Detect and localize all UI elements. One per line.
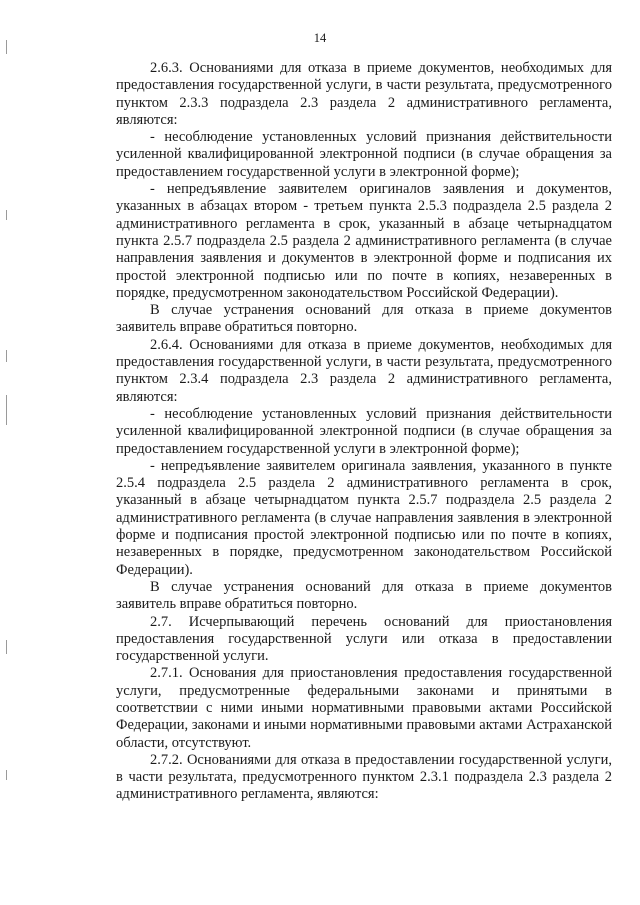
paragraph-reapply-note: В случае устранения оснований для отказа в приеме документов заявитель вправе обратиться повторно.	[116, 578, 612, 613]
scan-edge-marks	[0, 0, 14, 905]
document-body	[116, 60, 612, 804]
list-item-originals-not-presented: - непредъявление заявителем оригиналов заявления и документов, указанных в абзацах втором - третьем пункта 2.5.3 подраздела 2.5 раздела 2 административного регламента в срок, указанный в абзаце четырнадцатом пункта 2.5.7 подраздела 2.5 раздела 2 административного регламента (в случае направления заявления и документов в электронной форме и подписания их простой электронной подписью или по почте в копиях, незаверенных в порядке, предусмотренном законодательством Российской Федерации).	[116, 181, 612, 301]
paragraph-2-6-3: 2.6.3. Основаниями для отказа в приеме документов, необходимых для предоставления государственной услуги, в части результата, предусмотренного пунктом 2.3.3 подраздела 2.3 раздела 2 административного регламента, являются:	[116, 60, 612, 128]
list-item-original-not-presented: - непредъявление заявителем оригинала заявления, указанного в пункте 2.5.4 подраздела 2.5 раздела 2 административного регламента в срок, указанный в абзаце четырнадцатом пункта 2.5.7 подраздела 2.5 раздела 2 административного регламента (в случае направления заявления в электронной форме и подписания простой электронной подписью или по почте в копиях, незаверенных в порядке, предусмотренном законодательством Российской Федерации).	[116, 457, 612, 578]
paragraph-2-7-1: 2.7.1. Основания для приостановления предоставления государственной услуги, предусмотренные федеральными законами и принятыми в соответствии с ними иными нормативными правовыми актами Российской Федерации, законами и иными нормативными правовыми актами Астраханской области, отсутствуют.	[116, 665, 612, 751]
list-item-signature-validity: - несоблюдение установленных условий признания действительности усиленной квалифицированной электронной подписи (в случае обращения за предоставлением государственной услуги в электронной форме);	[116, 405, 612, 457]
page-number: 14	[313, 31, 327, 45]
list-item-signature-validity: - несоблюдение установленных условий признания действительности усиленной квалифицированной электронной подписи (в случае обращения за предоставлением государственной услуги в электронной форме);	[116, 129, 612, 180]
paragraph-reapply-note: В случае устранения оснований для отказа в приеме документов заявитель вправе обратиться повторно.	[116, 302, 612, 336]
paragraph-2-7-2: 2.7.2. Основаниями для отказа в предоставлении государственной услуги, в части результата, предусмотренного пунктом 2.3.1 подраздела 2.3 раздела 2 административного регламента, являются:	[116, 751, 612, 803]
paragraph-2-6-4: 2.6.4. Основаниями для отказа в приеме документов, необходимых для предоставления государственной услуги, в части результата, предусмотренного пунктом 2.3.4 подраздела 2.3 раздела 2 административного регламента, являются:	[116, 336, 612, 405]
paragraph-2-7: 2.7. Исчерпывающий перечень оснований для приостановления предоставления государственной услуги или отказа в предоставлении государственной услуги.	[116, 613, 612, 665]
